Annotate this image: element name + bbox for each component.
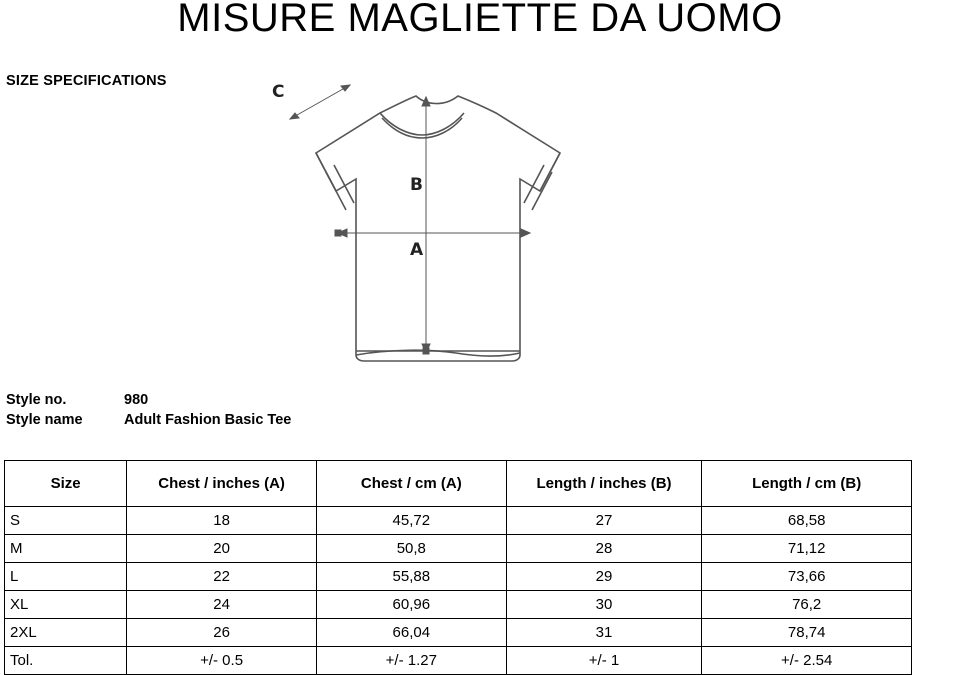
cell-chest-inches: 20 <box>127 535 317 563</box>
size-table <box>4 460 912 675</box>
marker-c-label: C <box>272 82 285 102</box>
cell-length-inches: 27 <box>506 507 702 535</box>
table-row <box>5 647 912 675</box>
cell-size: 2XL <box>5 619 127 647</box>
cell-size: M <box>5 535 127 563</box>
cell-size: XL <box>5 591 127 619</box>
cell-chest-cm: 45,72 <box>316 507 506 535</box>
table-row <box>5 535 912 563</box>
marker-a-label: A <box>410 240 424 260</box>
table-row <box>5 507 912 535</box>
cell-length-cm: 71,12 <box>702 535 912 563</box>
cell-chest-inches: 26 <box>127 619 317 647</box>
column-header-chest-cm: Chest / cm (A) <box>316 461 506 507</box>
cell-length-inches: 28 <box>506 535 702 563</box>
cell-length-cm: 73,66 <box>702 563 912 591</box>
table-row <box>5 591 912 619</box>
table-row <box>5 563 912 591</box>
cell-chest-inches: 18 <box>127 507 317 535</box>
cell-chest-inches: 24 <box>127 591 317 619</box>
cell-size: L <box>5 563 127 591</box>
cell-length-cm: 78,74 <box>702 619 912 647</box>
style-name-label: Style name <box>6 412 83 428</box>
column-header-size: Size <box>5 461 127 507</box>
column-header-length-cm: Length / cm (B) <box>702 461 912 507</box>
style-no-value: 980 <box>124 392 149 408</box>
tshirt-measurement-diagram <box>230 75 610 375</box>
page-title: MISURE MAGLIETTE DA UOMO <box>177 0 783 40</box>
cell-chest-cm: +/- 1.27 <box>316 647 506 675</box>
cell-chest-cm: 50,8 <box>316 535 506 563</box>
cell-chest-cm: 55,88 <box>316 563 506 591</box>
cell-length-inches: 29 <box>506 563 702 591</box>
cell-chest-inches: 22 <box>127 563 317 591</box>
marker-b-label: B <box>410 175 423 195</box>
column-header-length-inches: Length / inches (B) <box>506 461 702 507</box>
style-no-label: Style no. <box>6 392 67 408</box>
style-name-value: Adult Fashion Basic Tee <box>124 412 292 428</box>
cell-length-inches: +/- 1 <box>506 647 702 675</box>
cell-size: S <box>5 507 127 535</box>
cell-length-cm: 76,2 <box>702 591 912 619</box>
style-info-block <box>6 392 291 432</box>
cell-length-cm: 68,58 <box>702 507 912 535</box>
size-specifications-label: SIZE SPECIFICATIONS <box>6 73 167 89</box>
cell-chest-cm: 60,96 <box>316 591 506 619</box>
table-row <box>5 619 912 647</box>
column-header-chest-inches: Chest / inches (A) <box>127 461 317 507</box>
cell-size: Tol. <box>5 647 127 675</box>
style-no-row <box>6 392 291 408</box>
cell-length-cm: +/- 2.54 <box>702 647 912 675</box>
table-header-row <box>5 461 912 507</box>
cell-chest-cm: 66,04 <box>316 619 506 647</box>
cell-length-inches: 30 <box>506 591 702 619</box>
cell-length-inches: 31 <box>506 619 702 647</box>
style-name-row <box>6 412 291 428</box>
cell-chest-inches: +/- 0.5 <box>127 647 317 675</box>
